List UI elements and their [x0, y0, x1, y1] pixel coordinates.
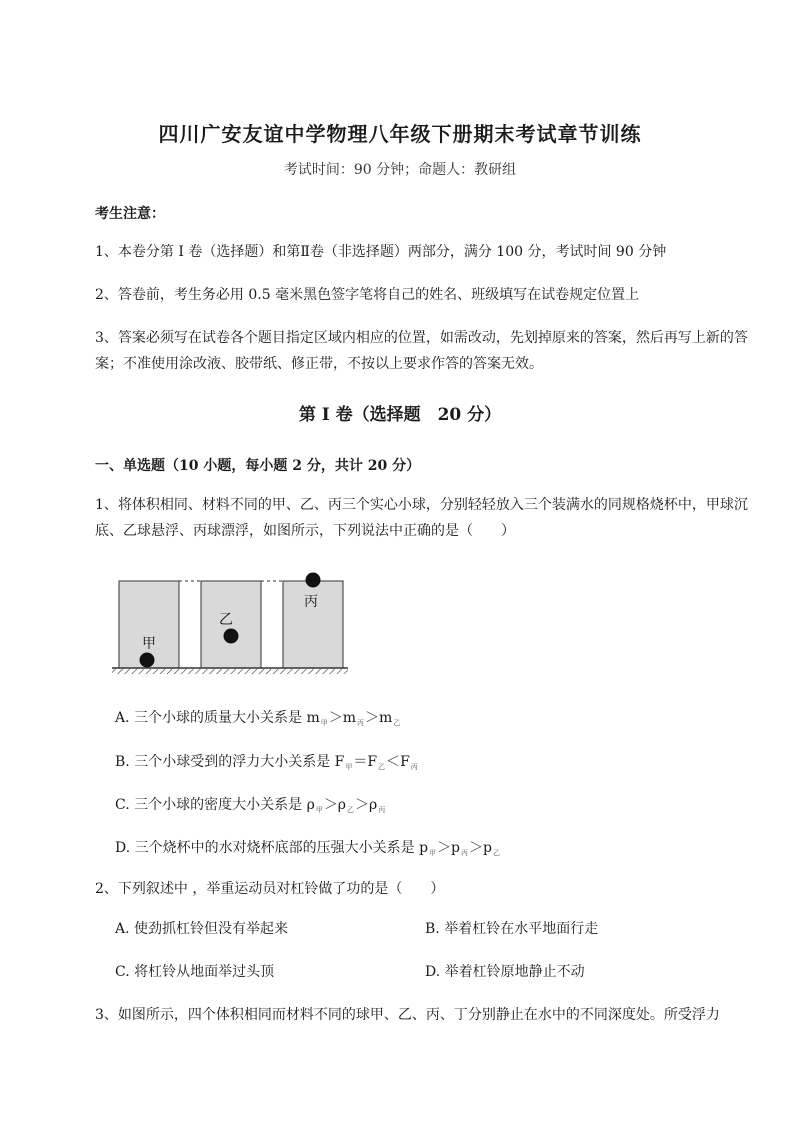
- ball-bing: [306, 573, 321, 588]
- subscript: 乙: [378, 763, 386, 771]
- notice-item: 2、答卷前，考生务必用 0.5 毫米黑色签字笔将自己的姓名、班级填写在试卷规定位置上: [95, 287, 640, 303]
- option-text: C. 三个小球的密度大小关系是: [115, 797, 307, 813]
- subscript: 丙: [378, 806, 386, 814]
- beakers-figure: [110, 568, 350, 678]
- label-yi: 乙: [219, 612, 233, 628]
- option-text: B. 三个小球受到的浮力大小关系是: [115, 754, 335, 770]
- subscript: 乙: [393, 719, 401, 727]
- subscript: 甲: [429, 849, 437, 857]
- q1-option-c[interactable]: [115, 795, 386, 820]
- q1-option-d[interactable]: [115, 838, 501, 863]
- notice-item: 3、答案必须写在试卷各个题目指定区域内相应的位置，如需改动，先划掉原来的答案，然后再写上新的答案；不准使用涂改液、胶带纸、修正带，不按以上要求作答的答案无效。: [95, 330, 748, 372]
- q1-option-b[interactable]: [115, 752, 419, 777]
- symbol: ＞m: [328, 710, 357, 726]
- subscript: 丙: [357, 719, 365, 727]
- symbol: ＜F: [386, 754, 410, 770]
- symbol: ＞ρ: [355, 797, 378, 813]
- symbol: ρ: [306, 797, 315, 813]
- symbol: ＝F: [353, 754, 378, 770]
- section-subtitle: 一、单选题（10 小题，每小题 2 分，共计 20 分）: [95, 458, 421, 474]
- notice-heading: 考生注意：: [95, 206, 165, 222]
- q2-option-a[interactable]: A. 使劲抓杠铃但没有举起来: [115, 921, 289, 937]
- ball-yi: [224, 629, 239, 644]
- question-3-stem: 3、如图所示，四个体积相同而材料不同的球甲、乙、丙、丁分别静止在水中的不同深度处。所受浮力: [95, 1007, 720, 1023]
- symbol: F: [334, 754, 345, 770]
- notice-item: 1、本卷分第 I 卷（选择题）和第Ⅱ卷（非选择题）两部分，满分 100 分，考试时间 90 分钟: [95, 244, 667, 260]
- q2-option-d[interactable]: D. 举着杠铃原地静止不动: [425, 964, 585, 980]
- question-2-stem: 2、下列叙述中 ，举重运动员对杠铃做了功的是（ ）: [95, 881, 445, 897]
- subscript: 丙: [410, 763, 418, 771]
- section-title: 第 I 卷（选择题 20 分）: [298, 405, 502, 425]
- option-text: D. 三个烧杯中的水对烧杯底部的压强大小关系是: [115, 840, 420, 856]
- symbol: ＞ρ: [323, 797, 347, 813]
- subscript: 甲: [320, 719, 328, 727]
- option-text: A. 三个小球的质量大小关系是: [115, 710, 307, 726]
- page-title: 四川广安友谊中学物理八年级下册期末考试章节训练: [158, 122, 642, 146]
- symbol: p: [419, 840, 429, 856]
- q2-option-c[interactable]: C. 将杠铃从地面举过头顶: [115, 964, 275, 980]
- subscript: 乙: [492, 849, 500, 857]
- subscript: 丙: [461, 849, 469, 857]
- ball-jia: [140, 653, 155, 668]
- symbol: m: [306, 710, 320, 726]
- exam-info: 考试时间：90 分钟；命题人：教研组: [283, 162, 517, 178]
- symbol: ＞p: [437, 840, 461, 856]
- label-jia: 甲: [142, 636, 156, 652]
- subscript: 甲: [315, 806, 323, 814]
- symbol: ＞m: [365, 710, 393, 726]
- label-bing: 丙: [304, 594, 318, 610]
- question-1-stem: 1、将体积相同、材料不同的甲、乙、丙三个实心小球，分别轻轻放入三个装满水的同规格烧杯中，甲球沉底、乙球悬浮、丙球漂浮，如图所示，下列说法中正确的是（ ）: [95, 497, 748, 539]
- symbol: ＞p: [469, 840, 492, 856]
- q2-option-b[interactable]: B. 举着杠铃在水平地面行走: [425, 921, 599, 937]
- subscript: 乙: [347, 806, 355, 814]
- subscript: 甲: [345, 763, 353, 771]
- q1-option-a[interactable]: [115, 708, 401, 733]
